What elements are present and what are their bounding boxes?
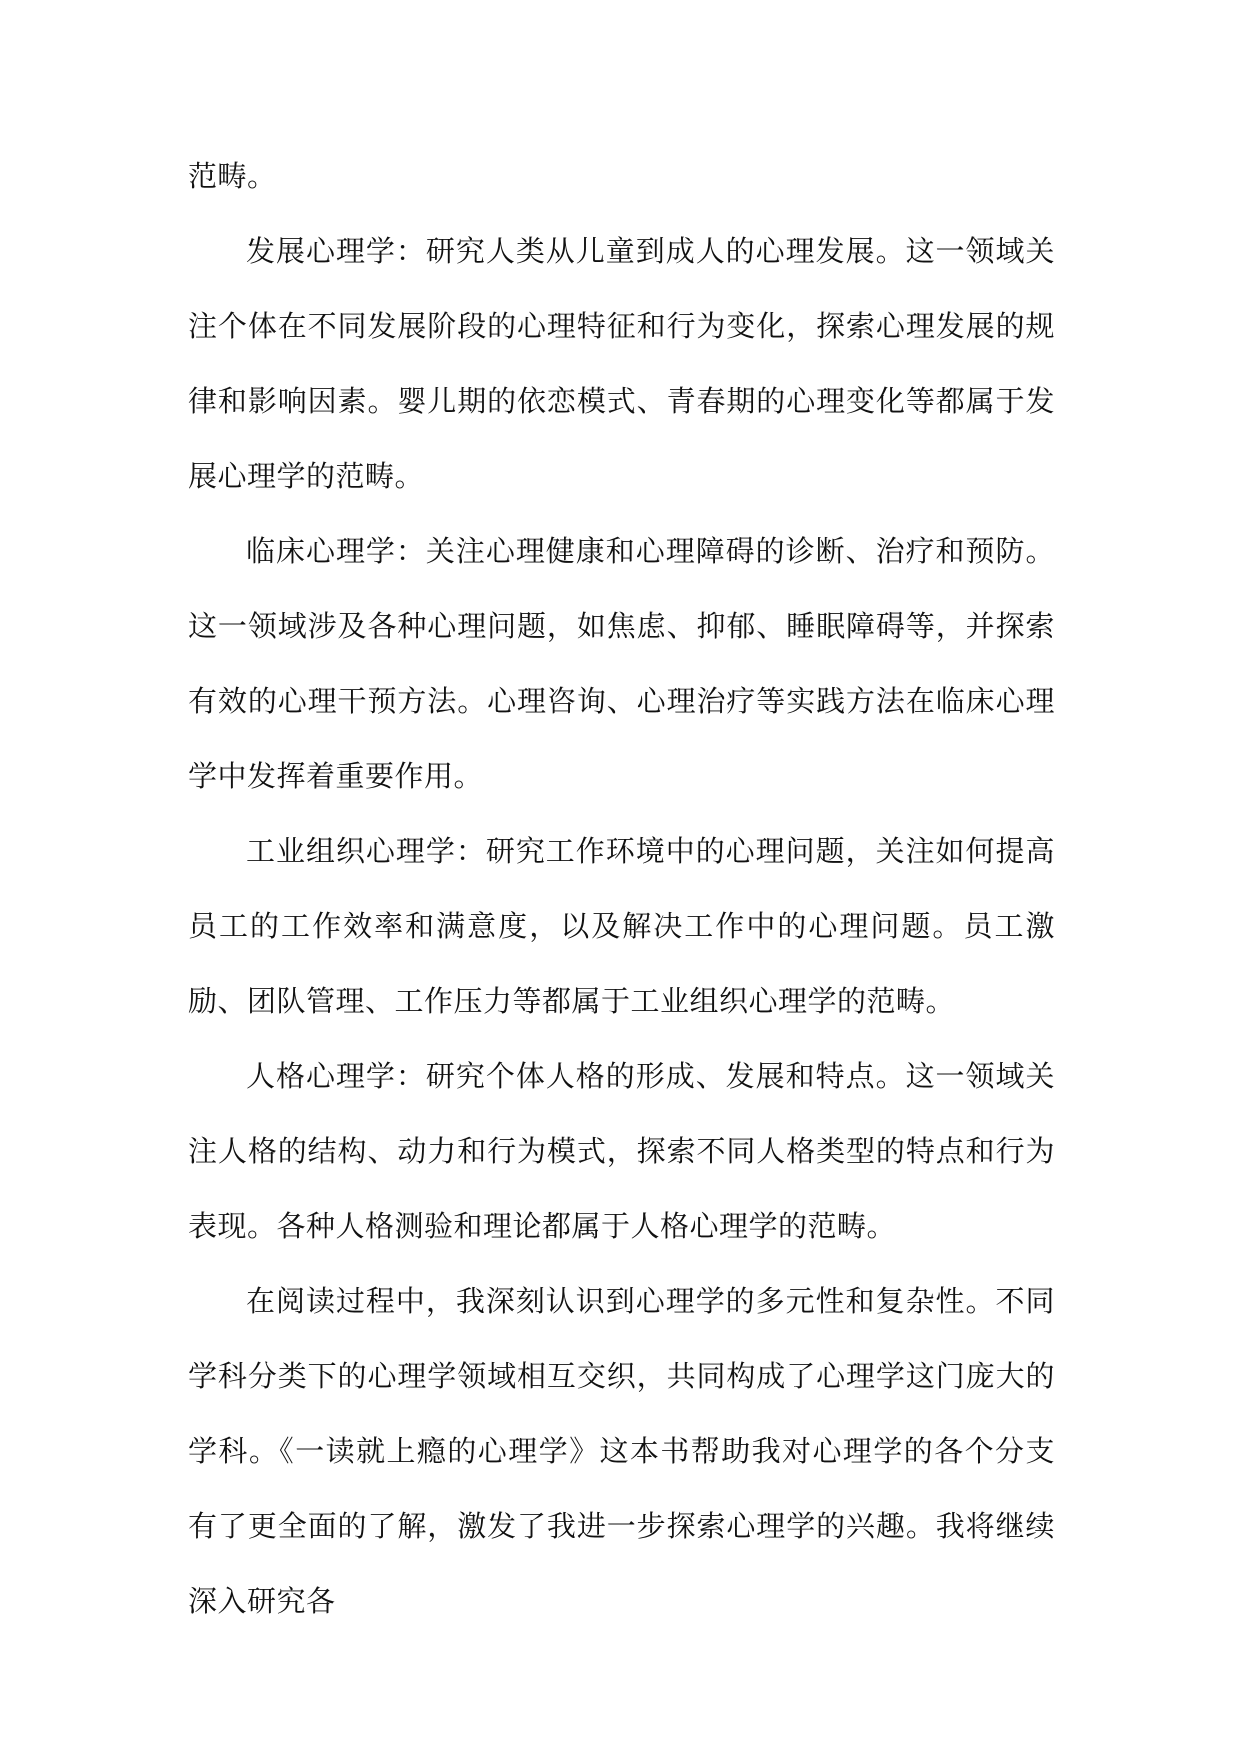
document-body xyxy=(188,139,1055,1639)
paragraph-continuation: 范畴。 xyxy=(188,159,277,193)
paragraph-clinical-psychology: 临床心理学：关注心理健康和心理障碍的诊断、治疗和预防。这一领域涉及各种心理问题，如焦虑、抑郁、睡眠障碍等，并探索有效的心理干预方法。心理咨询、心理治疗等实践方法在临床心理学中发挥着重要作用。 xyxy=(188,534,1055,793)
paragraph-industrial-organizational-psychology: 工业组织心理学：研究工作环境中的心理问题，关注如何提高员工的工作效率和满意度，以及解决工作中的心理问题。员工激励、团队管理、工作压力等都属于工业组织心理学的范畴。 xyxy=(188,834,1055,1018)
paragraph-reading-reflection: 在阅读过程中，我深刻认识到心理学的多元性和复杂性。不同学科分类下的心理学领域相互交织，共同构成了心理学这门庞大的学科。《一读就上瘾的心理学》这本书帮助我对心理学的各个分支有了更全面的了解，激发了我进一步探索心理学的兴趣。我将继续深入研究各 xyxy=(188,1284,1055,1618)
paragraph-developmental-psychology: 发展心理学：研究人类从儿童到成人的心理发展。这一领域关注个体在不同发展阶段的心理特征和行为变化，探索心理发展的规律和影响因素。婴儿期的依恋模式、青春期的心理变化等都属于发展心理学的范畴。 xyxy=(188,234,1055,493)
paragraph-personality-psychology: 人格心理学：研究个体人格的形成、发展和特点。这一领域关注人格的结构、动力和行为模式，探索不同人格类型的特点和行为表现。各种人格测验和理论都属于人格心理学的范畴。 xyxy=(188,1059,1055,1243)
